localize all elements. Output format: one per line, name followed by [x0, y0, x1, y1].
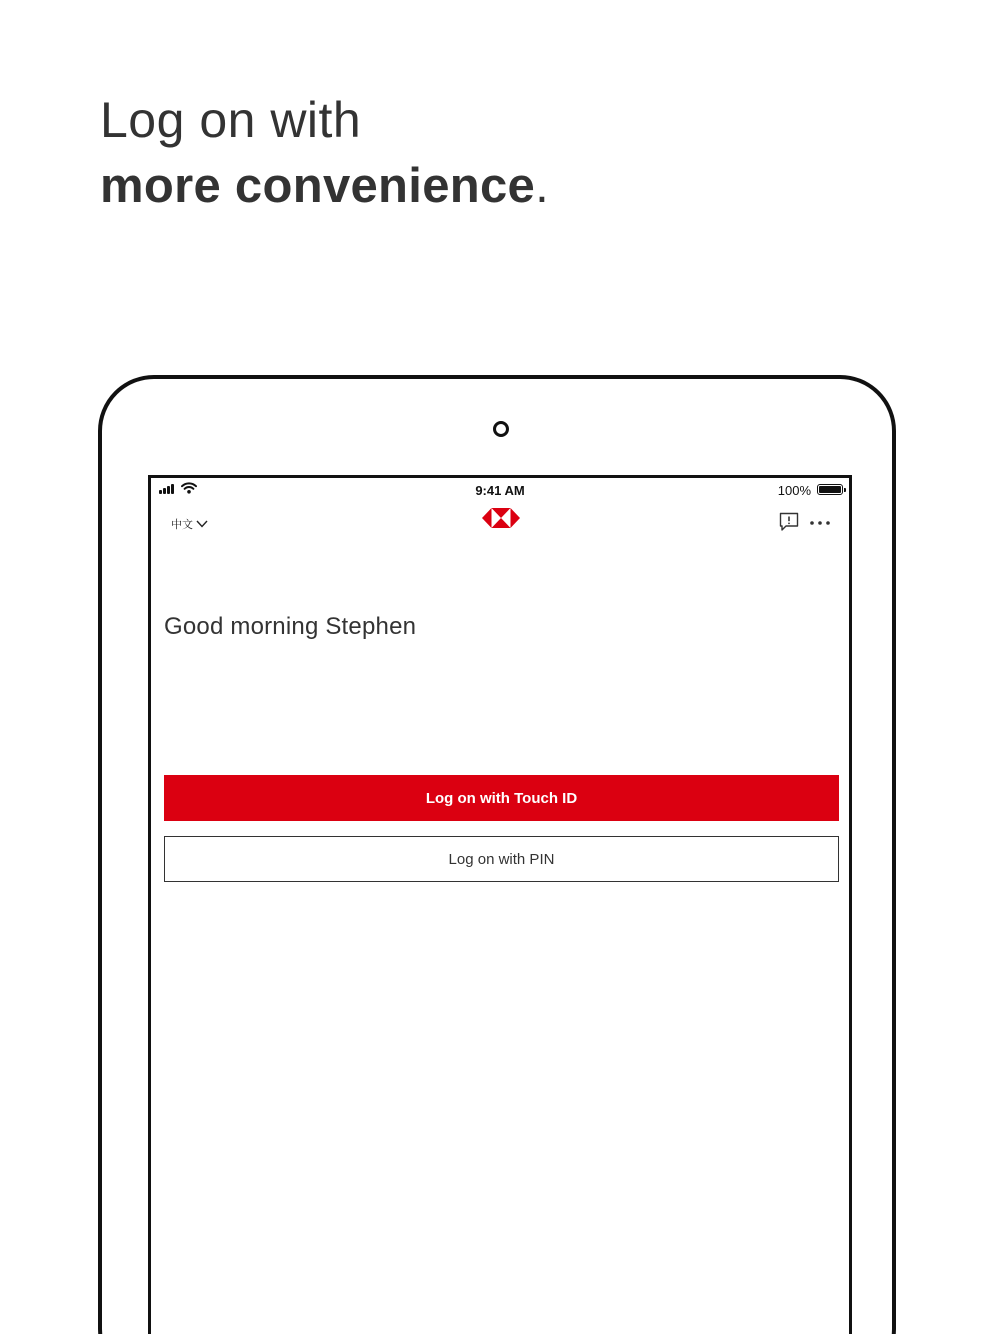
battery-icon — [817, 484, 843, 495]
camera-icon — [493, 421, 509, 437]
headline-line-1: Log on with — [100, 92, 362, 148]
status-time: 9:41 AM — [475, 483, 525, 498]
chevron-down-icon — [195, 519, 209, 529]
language-label: 中文 — [171, 519, 193, 531]
hsbc-logo-icon — [482, 508, 520, 528]
language-switcher[interactable] — [171, 516, 209, 532]
more-dots-icon[interactable] — [809, 520, 831, 526]
touch-id-logon-button[interactable]: Log on with Touch ID — [164, 775, 839, 821]
chat-alert-icon[interactable] — [779, 512, 799, 532]
screen-edge-gap — [846, 504, 849, 540]
headline-emphasis: more convenience — [100, 159, 536, 213]
pin-logon-button[interactable]: Log on with PIN — [164, 836, 839, 882]
headline-line-2 — [100, 152, 549, 220]
greeting-text: Good morning Stephen — [164, 613, 417, 640]
battery-percent: 100% — [777, 483, 811, 498]
device-screen — [148, 475, 852, 1334]
marketing-headline — [100, 88, 549, 220]
status-bar — [151, 478, 849, 504]
headline-punctuation: . — [535, 159, 550, 213]
